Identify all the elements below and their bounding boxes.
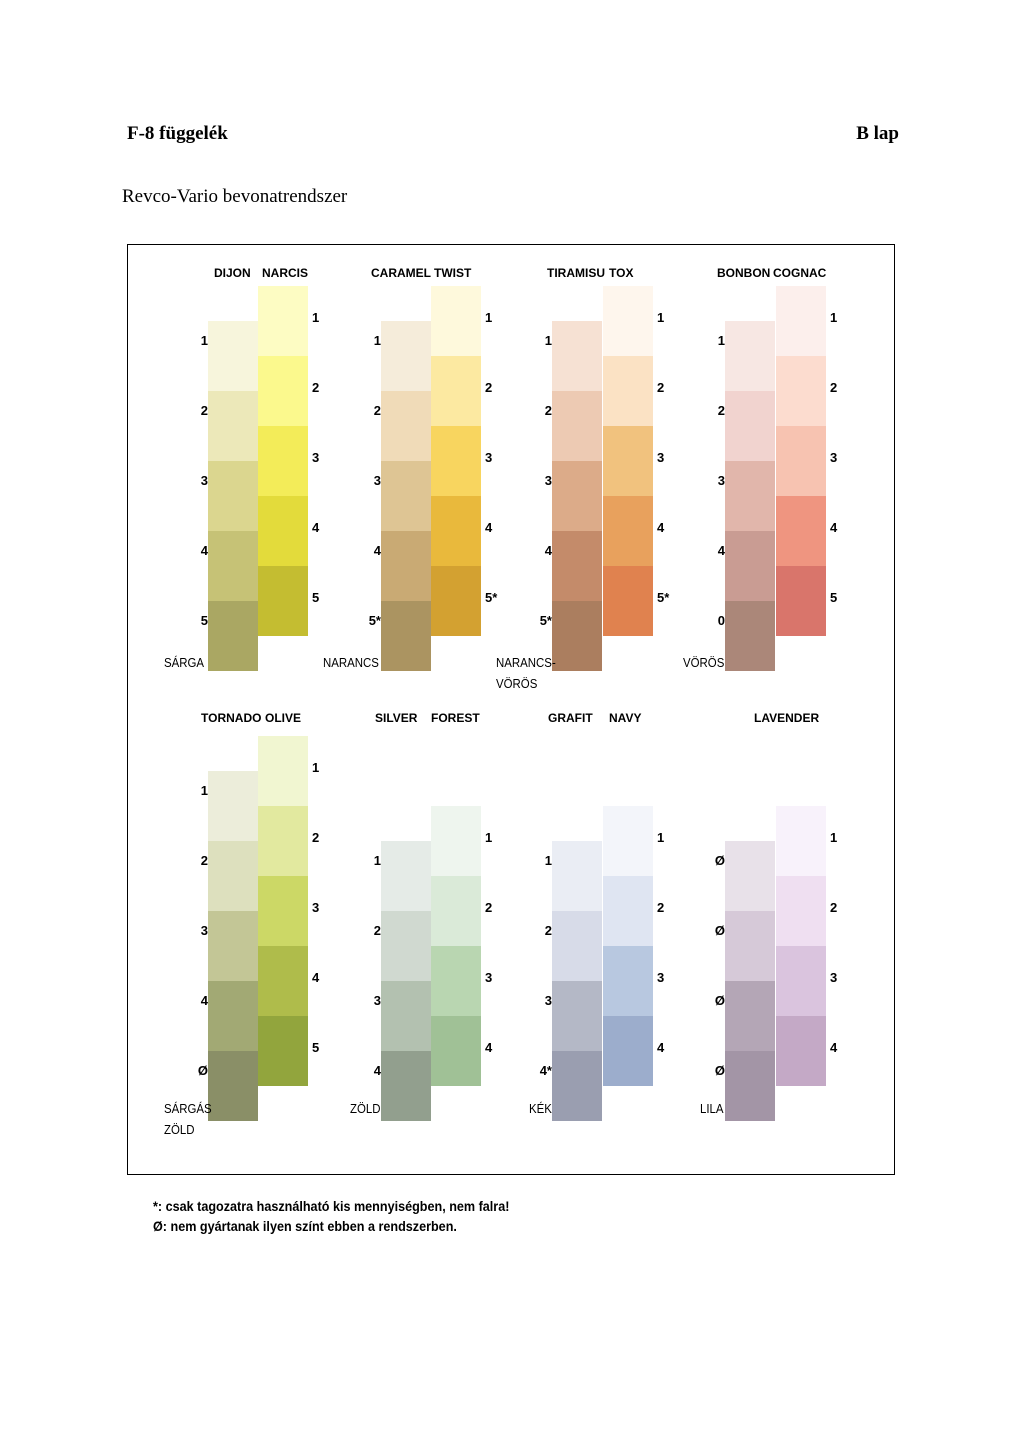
- color-swatch: [776, 566, 826, 636]
- color-swatch: [725, 531, 775, 601]
- shade-number: 5: [830, 590, 838, 605]
- shade-number: 3: [657, 970, 665, 985]
- palette-left-name: CARAMEL: [371, 266, 431, 280]
- color-swatch: [208, 841, 258, 911]
- color-swatch: [603, 806, 653, 876]
- color-group-line: VÖRÖS: [683, 655, 725, 670]
- color-swatch: [776, 946, 826, 1016]
- color-swatch: [776, 496, 826, 566]
- palette-right-name: OLIVE: [265, 711, 302, 725]
- color-swatch: [431, 356, 481, 426]
- shade-number: 1: [830, 830, 838, 845]
- color-swatch: [725, 911, 775, 981]
- color-swatch: [381, 981, 431, 1051]
- shade-number: 5: [312, 1040, 320, 1055]
- color-swatch: [552, 531, 602, 601]
- color-swatch: [258, 1016, 308, 1086]
- color-swatch: [431, 286, 481, 356]
- shade-number: 4: [200, 993, 208, 1008]
- color-group-line: NARANCS-: [496, 655, 556, 670]
- color-swatch: [725, 601, 775, 671]
- shade-number: 1: [544, 853, 552, 868]
- color-group-name: [496, 652, 556, 694]
- shade-number: 4: [830, 520, 838, 535]
- shade-number: 4: [485, 520, 493, 535]
- color-swatch: [776, 426, 826, 496]
- color-swatch: [381, 841, 431, 911]
- color-swatch: [776, 356, 826, 426]
- color-swatch: [776, 876, 826, 946]
- shade-number: 3: [830, 970, 838, 985]
- color-group-line: SÁRGÁS: [164, 1101, 212, 1116]
- shade-number: 5*: [368, 613, 381, 628]
- color-group-line: VÖRÖS: [496, 676, 538, 691]
- shade-number: 3: [544, 993, 552, 1008]
- color-swatch: [258, 876, 308, 946]
- color-swatch: [381, 531, 431, 601]
- color-swatch: [552, 391, 602, 461]
- palette-right-name: NAVY: [609, 711, 642, 725]
- shade-number: 1: [200, 783, 208, 798]
- color-group-name: [529, 1098, 552, 1119]
- shade-number: 5*: [657, 590, 670, 605]
- color-swatch: [208, 461, 258, 531]
- shade-number: 2: [312, 830, 320, 845]
- color-swatch: [603, 426, 653, 496]
- color-swatch: [725, 461, 775, 531]
- color-swatch: [603, 1016, 653, 1086]
- color-group-name: [350, 1098, 381, 1119]
- color-group-line: ZÖLD: [350, 1101, 381, 1116]
- shade-number: 1: [485, 310, 493, 325]
- footnote-asterisk: *: csak tagozatra használható kis mennyiségben, nem falra!: [153, 1198, 510, 1214]
- shade-number: 3: [485, 450, 493, 465]
- color-swatch: [258, 566, 308, 636]
- color-swatch: [431, 426, 481, 496]
- color-swatch: [552, 321, 602, 391]
- shade-number: 4: [717, 543, 725, 558]
- color-swatch: [725, 841, 775, 911]
- shade-number: 1: [373, 333, 381, 348]
- color-swatch: [381, 601, 431, 671]
- color-swatch: [776, 1016, 826, 1086]
- color-group-name: [164, 652, 204, 673]
- color-swatch: [381, 461, 431, 531]
- shade-number: 3: [544, 473, 552, 488]
- shade-number: 4: [200, 543, 208, 558]
- shade-number: 4: [830, 1040, 838, 1055]
- color-swatch: [431, 496, 481, 566]
- shade-number: 1: [485, 830, 493, 845]
- color-swatch: [725, 981, 775, 1051]
- color-swatch: [208, 321, 258, 391]
- color-swatch: [431, 806, 481, 876]
- color-swatch: [258, 356, 308, 426]
- palette-right-name: TOX: [609, 266, 634, 280]
- color-swatch: [552, 1051, 602, 1121]
- shade-number: 2: [373, 923, 381, 938]
- color-swatch: [603, 946, 653, 1016]
- shade-number: 4*: [539, 1063, 552, 1078]
- shade-number: 4: [657, 1040, 665, 1055]
- shade-number: Ø: [714, 993, 725, 1008]
- shade-number: 5*: [539, 613, 552, 628]
- color-swatch: [208, 911, 258, 981]
- shade-number: 4: [544, 543, 552, 558]
- shade-number: 5: [312, 590, 320, 605]
- shade-number: 3: [373, 473, 381, 488]
- shade-number: 4: [373, 1063, 381, 1078]
- shade-number: 1: [830, 310, 838, 325]
- color-swatch: [603, 356, 653, 426]
- color-swatch: [776, 806, 826, 876]
- shade-number: 2: [485, 900, 493, 915]
- shade-number: 2: [544, 923, 552, 938]
- palette-left-name: GRAFIT: [548, 711, 593, 725]
- color-swatch: [208, 1051, 258, 1121]
- color-group-name: [700, 1098, 724, 1119]
- shade-number: 2: [830, 380, 838, 395]
- subtitle: Revco-Vario bevonatrendszer: [122, 186, 348, 207]
- color-swatch: [552, 841, 602, 911]
- shade-number: 2: [830, 900, 838, 915]
- color-swatch: [431, 566, 481, 636]
- palette-right-name: TWIST: [434, 266, 472, 280]
- color-swatch: [208, 601, 258, 671]
- color-group-line: ZÖLD: [164, 1122, 195, 1137]
- color-swatch: [603, 566, 653, 636]
- color-swatch: [431, 946, 481, 1016]
- shade-number: 3: [200, 473, 208, 488]
- color-swatch: [258, 736, 308, 806]
- color-swatch: [381, 321, 431, 391]
- shade-number: 2: [312, 380, 320, 395]
- shade-number: 4: [657, 520, 665, 535]
- shade-number: 4: [312, 520, 320, 535]
- shade-number: 1: [544, 333, 552, 348]
- shade-number: 2: [544, 403, 552, 418]
- shade-number: 5*: [485, 590, 498, 605]
- color-group-line: LILA: [700, 1101, 724, 1116]
- shade-number: 3: [485, 970, 493, 985]
- shade-number: 3: [830, 450, 838, 465]
- palette-left-name: DIJON: [214, 266, 251, 280]
- palette-right-name: COGNAC: [773, 266, 827, 280]
- shade-number: 1: [200, 333, 208, 348]
- shade-number: Ø: [714, 1063, 725, 1078]
- color-group-name: [164, 1098, 212, 1140]
- palette-left-name: TIRAMISU: [547, 266, 605, 280]
- sheet-label: B lap: [856, 123, 899, 144]
- shade-number: 1: [657, 830, 665, 845]
- shade-number: 3: [312, 900, 320, 915]
- color-group-line: NARANCS: [323, 655, 379, 670]
- color-swatch: [725, 1051, 775, 1121]
- shade-number: 2: [485, 380, 493, 395]
- shade-number: Ø: [197, 1063, 208, 1078]
- palette-left-name: BONBON: [717, 266, 771, 280]
- palette-left-name: TORNADO: [201, 711, 262, 725]
- palette-title: LAVENDER: [754, 711, 820, 725]
- color-swatch: [552, 981, 602, 1051]
- shade-number: Ø: [714, 853, 725, 868]
- color-swatch: [603, 286, 653, 356]
- color-swatch: [552, 911, 602, 981]
- shade-number: 1: [717, 333, 725, 348]
- shade-number: 2: [200, 403, 208, 418]
- palette-left-name: SILVER: [375, 711, 418, 725]
- appendix-label: F-8 függelék: [127, 123, 228, 144]
- color-swatch: [258, 806, 308, 876]
- color-swatch: [208, 391, 258, 461]
- color-group-name: [683, 652, 724, 673]
- shade-number: 2: [657, 380, 665, 395]
- shade-number: 0: [717, 613, 725, 628]
- color-swatch: [381, 391, 431, 461]
- shade-number: 3: [657, 450, 665, 465]
- palette-right-name: NARCIS: [262, 266, 309, 280]
- shade-number: 4: [312, 970, 320, 985]
- shade-number: 2: [200, 853, 208, 868]
- shade-number: 4: [485, 1040, 493, 1055]
- color-swatch: [258, 496, 308, 566]
- color-swatch: [552, 461, 602, 531]
- color-swatch: [725, 321, 775, 391]
- shade-number: 1: [312, 310, 320, 325]
- color-group-line: KÉK: [529, 1101, 552, 1116]
- color-swatch: [603, 876, 653, 946]
- color-swatch: [381, 1051, 431, 1121]
- color-swatch: [258, 286, 308, 356]
- color-swatch: [258, 946, 308, 1016]
- shade-number: 4: [373, 543, 381, 558]
- footnote-empty-set: Ø: nem gyártanak ilyen színt ebben a rendszerben.: [153, 1218, 457, 1234]
- color-swatch: [208, 531, 258, 601]
- palette-right-name: FOREST: [431, 711, 480, 725]
- color-swatch: [603, 496, 653, 566]
- shade-number: 2: [657, 900, 665, 915]
- color-swatch: [208, 981, 258, 1051]
- shade-number: 2: [373, 403, 381, 418]
- color-swatch: [776, 286, 826, 356]
- color-swatch: [381, 911, 431, 981]
- color-swatch: [208, 771, 258, 841]
- color-group-name: [323, 652, 379, 673]
- color-swatch: [552, 601, 602, 671]
- shade-number: 3: [312, 450, 320, 465]
- shade-number: 3: [717, 473, 725, 488]
- shade-number: Ø: [714, 923, 725, 938]
- color-swatch: [431, 876, 481, 946]
- shade-number: 3: [373, 993, 381, 1008]
- shade-number: 1: [312, 760, 320, 775]
- color-swatch: [431, 1016, 481, 1086]
- color-swatch: [725, 391, 775, 461]
- shade-number: 5: [200, 613, 208, 628]
- color-swatch: [258, 426, 308, 496]
- shade-number: 3: [200, 923, 208, 938]
- shade-number: 2: [717, 403, 725, 418]
- color-group-line: SÁRGA: [164, 655, 205, 670]
- shade-number: 1: [657, 310, 665, 325]
- shade-number: 1: [373, 853, 381, 868]
